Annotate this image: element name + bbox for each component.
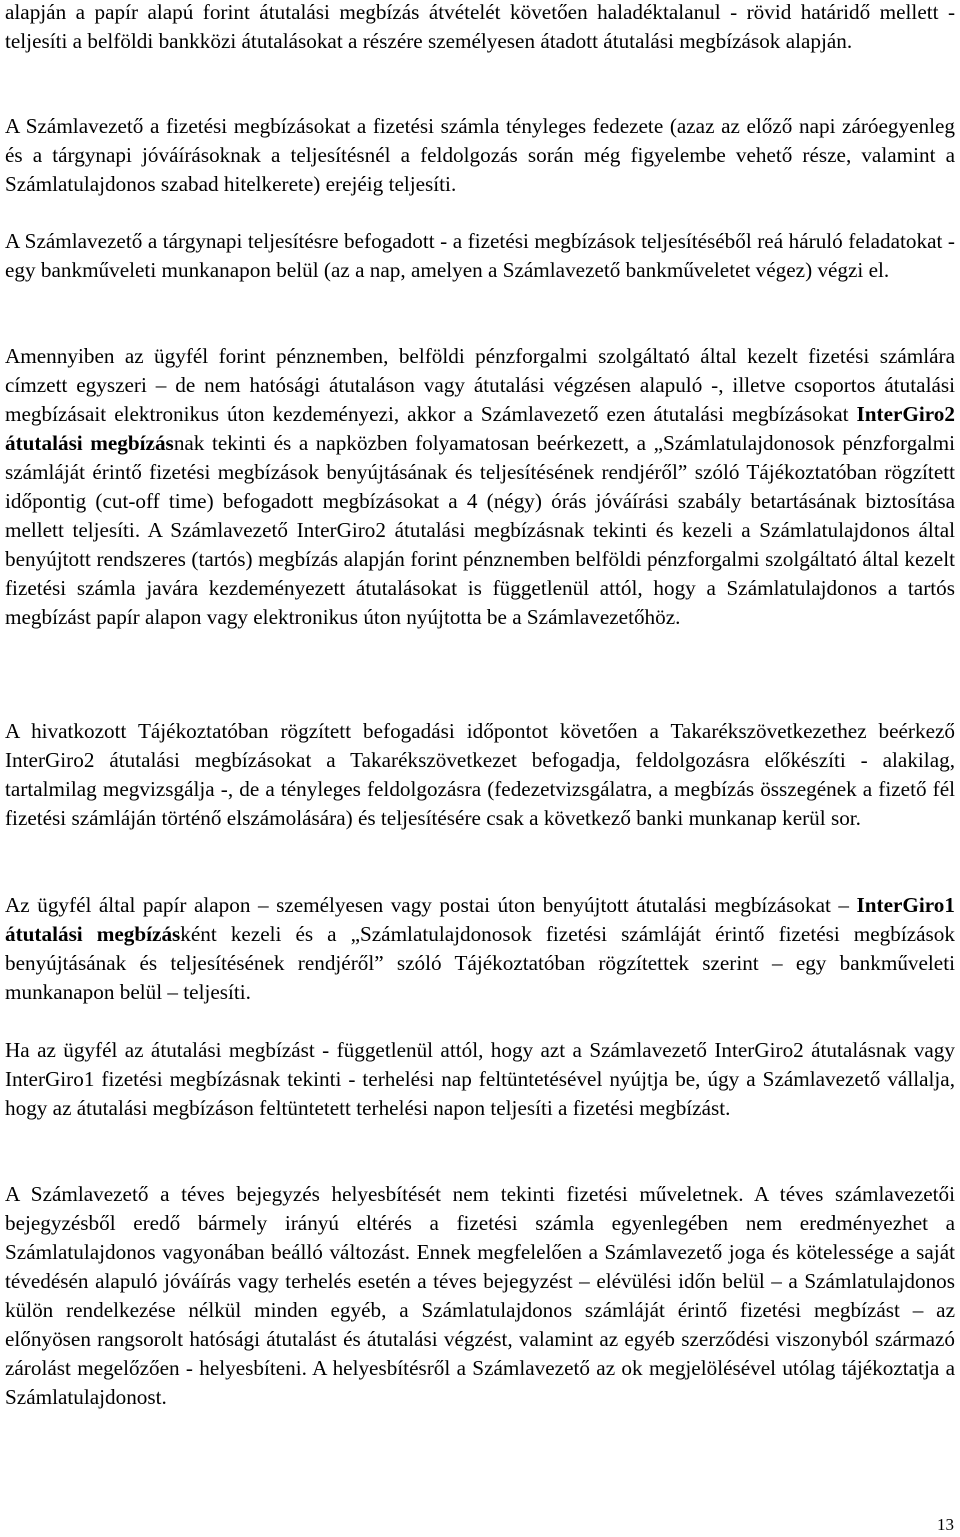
- paragraph-4-text-a: Amennyiben az ügyfél forint pénznemben, belföldi pénzforgalmi szolgáltató által kezelt fizetési számlára címzett egyszeri – de nem hatósági átutaláson vagy átutalási végzésen alapuló -, illetve csoportos átutalási megbízásait elektronikus úton kezdeményezi, akkor a Számlavezető ezen átutalási megbízásokat: [5, 344, 955, 426]
- paragraph-2-text: A Számlavezető a fizetési megbízásokat a fizetési számla tényleges fedezete (azaz az előző napi záróegyenleg és a tárgynapi jóváírásoknak a teljesítésnél a feldolgozás során még figyelembe vehető része, valamint a Számlatulajdonos szabad hitelkerete) erejéig teljesíti.: [5, 114, 955, 196]
- paragraph-1-text: alapján a papír alapú forint átutalási megbízás átvételét követően haladéktalanul - rövid határidő mellett - teljesíti a belföldi bankközi átutalásokat a részére személyesen átadott átutalási megbízások alapján.: [5, 0, 955, 53]
- paragraph-1: [5, 0, 955, 56]
- paragraph-5-text: A hivatkozott Tájékoztatóban rögzített befogadási időpontot követően a Takarékszövetkezethez beérkező InterGiro2 átutalási megbízásokat a Takarékszövetkezet befogadja, feldolgozásra előkészíti - alakilag, tartalmilag megvizsgálja -, de a tényleges feldolgozásra (fedezetvizsgálatra, a megbízás összegének a fizető fél fizetési számláján történő elszámolására) és teljesítésére csak a következő banki munkanap kerül sor.: [5, 719, 955, 830]
- paragraph-3-text: A Számlavezető a tárgynapi teljesítésre befogadott - a fizetési megbízások teljesítéséből reá háruló feladatokat - egy bankműveleti munkanapon belül (az a nap, amelyen a Számlavezető bankműveletet végez) végzi el.: [5, 229, 955, 282]
- paragraph-2: [5, 112, 955, 199]
- intergiro2-term: InterGiro2 átutalási megbízás: [5, 402, 955, 455]
- paragraph-6-text-a: Az ügyfél által papír alapon – személyesen vagy postai úton benyújtott átutalási megbízásokat –: [5, 893, 857, 917]
- intergiro1-term: InterGiro1 átutalási megbízás: [5, 893, 955, 946]
- paragraph-6: [5, 891, 955, 1007]
- page-number: 13: [937, 1515, 954, 1534]
- paragraph-8: [5, 1180, 955, 1412]
- paragraph-8-text: A Számlavezető a téves bejegyzés helyesbítését nem tekinti fizetési műveletnek. A téves számlavezetői bejegyzésből eredő bármely irányú eltérés a fizetési számla egyenlegében nem eredményezhet a Számlatulajdonos vagyonában beálló változást. Ennek megfelelően a Számlavezető joga és kötelessége a saját tévedésén alapuló jóváírás vagy terhelés esetén a téves bejegyzést – elévülési időn belül – a Számlatulajdonos külön rendelkezése nélkül minden egyéb, a Számlatulajdonos számláját érintő fizetési megbízást – az előnyösen rangsorolt hatósági átutalást és átutalási végzést, valamint az egyéb szerződési viszonyból származó zárolást megelőzően - helyesbíteni. A helyesbítésről a Számlavezető az ok megjelölésével utólag tájékoztatja a Számlatulajdonost.: [5, 1182, 955, 1409]
- paragraph-3: [5, 227, 955, 285]
- paragraph-7: [5, 1036, 955, 1123]
- paragraph-4: [5, 342, 955, 632]
- paragraph-7-text: Ha az ügyfél az átutalási megbízást - függetlenül attól, hogy azt a Számlavezető InterGiro2 átutalásnak vagy InterGiro1 fizetési megbízásnak tekinti - terhelési nap feltüntetésével nyújtja be, úgy a Számlavezető vállalja, hogy az átutalási megbízáson feltüntetett terhelési napon teljesíti a fizetési megbízást.: [5, 1038, 955, 1120]
- paragraph-4-text-b: nak tekinti és a napközben folyamatosan beérkezett, a „Számlatulajdonosok pénzforgalmi számláját érintő fizetési megbízások benyújtásának és teljesítésének rendjéről” szóló Tájékoztatóban rögzített időpontig (cut-off time) befogadott megbízásokat a 4 (négy) órás jóváírási szabály betartásának biztosítása mellett teljesíti. A Számlavezető InterGiro2 átutalási megbízásnak tekinti és kezeli a Számlatulajdonos által benyújtott rendszeres (tartós) megbízás alapján forint pénznemben belföldi pénzforgalmi szolgáltató által kezelt fizetési számla javára kezdeményezett átutalásokat is függetlenül attól, hogy a Számlatulajdonos a tartós megbízást papír alapon vagy elektronikus úton nyújtotta be a Számlavezetőhöz.: [5, 431, 955, 629]
- paragraph-5: [5, 717, 955, 833]
- paragraph-6-text-b: ként kezeli és a „Számlatulajdonosok fizetési számláját érintő fizetési megbízások benyújtásának és teljesítésének rendjéről” szóló Tájékoztatóban rögzítettek szerint – egy bankműveleti munkanapon belül – teljesíti.: [5, 922, 955, 1004]
